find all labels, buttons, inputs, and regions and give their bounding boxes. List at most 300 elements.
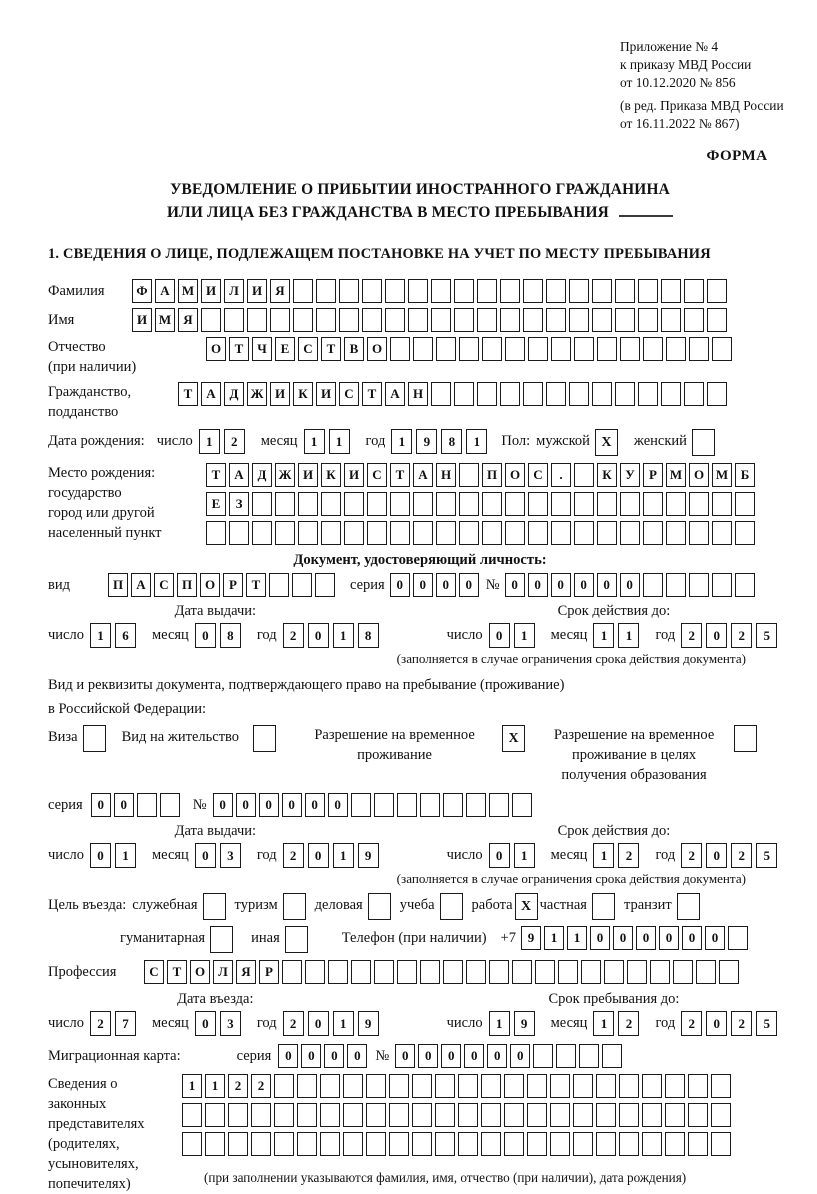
char-cell[interactable] [412, 1132, 432, 1156]
char-cell[interactable]: 0 [459, 573, 479, 597]
char-cell[interactable] [735, 573, 755, 597]
char-cell[interactable]: Л [224, 279, 244, 303]
purpose-study-checkbox[interactable] [440, 893, 463, 920]
char-cell[interactable] [343, 1132, 363, 1156]
char-cell[interactable] [597, 337, 617, 361]
char-cell[interactable] [436, 337, 456, 361]
char-cell[interactable] [505, 492, 525, 516]
char-cell[interactable]: С [367, 463, 387, 487]
char-cell[interactable] [550, 1103, 570, 1127]
date-digit-cell[interactable]: 2 [618, 1011, 639, 1036]
date-digit-cell[interactable]: 8 [220, 623, 241, 648]
char-cell[interactable] [408, 308, 428, 332]
date-digit-cell[interactable]: 1 [593, 1011, 614, 1036]
char-cell[interactable] [274, 1132, 294, 1156]
char-cell[interactable] [546, 308, 566, 332]
purpose-humanitarian-checkbox[interactable] [210, 926, 233, 953]
char-cell[interactable]: Е [206, 492, 226, 516]
char-cell[interactable] [477, 382, 497, 406]
char-cell[interactable]: Р [259, 960, 279, 984]
char-cell[interactable] [661, 279, 681, 303]
char-cell[interactable] [247, 308, 267, 332]
char-cell[interactable] [466, 960, 486, 984]
char-cell[interactable] [650, 960, 670, 984]
char-cell[interactable] [673, 960, 693, 984]
char-cell[interactable]: П [177, 573, 197, 597]
char-cell[interactable] [160, 793, 180, 817]
char-cell[interactable] [482, 492, 502, 516]
date-digit-cell[interactable]: 1 [333, 843, 354, 868]
date-digit-cell[interactable]: 0 [195, 843, 216, 868]
char-cell[interactable]: А [131, 573, 151, 597]
char-cell[interactable]: А [155, 279, 175, 303]
char-cell[interactable] [339, 279, 359, 303]
char-cell[interactable] [351, 960, 371, 984]
char-cell[interactable] [298, 492, 318, 516]
char-cell[interactable] [435, 1074, 455, 1098]
char-cell[interactable] [229, 521, 249, 545]
char-cell[interactable]: 0 [301, 1044, 321, 1068]
char-cell[interactable] [665, 1132, 685, 1156]
char-cell[interactable] [638, 308, 658, 332]
char-cell[interactable]: 0 [505, 573, 525, 597]
date-digit-cell[interactable]: 2 [681, 1011, 702, 1036]
char-cell[interactable] [205, 1132, 225, 1156]
char-cell[interactable] [528, 521, 548, 545]
char-cell[interactable] [270, 308, 290, 332]
char-cell[interactable] [596, 1103, 616, 1127]
migration-card-seria-input[interactable] [278, 1044, 370, 1068]
char-cell[interactable] [512, 960, 532, 984]
char-cell[interactable]: О [200, 573, 220, 597]
surname-input[interactable] [132, 279, 730, 303]
char-cell[interactable]: Т [229, 337, 249, 361]
date-digit-cell[interactable]: 0 [308, 623, 329, 648]
char-cell[interactable] [619, 1103, 639, 1127]
char-cell[interactable] [328, 960, 348, 984]
date-digit-cell[interactable]: 0 [308, 843, 329, 868]
char-cell[interactable] [454, 308, 474, 332]
date-digit-cell[interactable]: 5 [756, 1011, 777, 1036]
char-cell[interactable] [689, 492, 709, 516]
char-cell[interactable] [275, 492, 295, 516]
char-cell[interactable] [389, 1074, 409, 1098]
date-digit-cell[interactable]: 2 [731, 1011, 752, 1036]
date-digit-cell[interactable]: 3 [220, 843, 241, 868]
char-cell[interactable]: И [132, 308, 152, 332]
char-cell[interactable] [500, 382, 520, 406]
char-cell[interactable] [413, 521, 433, 545]
char-cell[interactable] [711, 1074, 731, 1098]
date-digit-cell[interactable]: 1 [199, 429, 220, 454]
char-cell[interactable] [638, 279, 658, 303]
char-cell[interactable] [527, 1074, 547, 1098]
given-name-input[interactable] [132, 308, 730, 332]
char-cell[interactable]: Т [362, 382, 382, 406]
char-cell[interactable] [481, 1074, 501, 1098]
char-cell[interactable]: Я [178, 308, 198, 332]
char-cell[interactable] [297, 1132, 317, 1156]
char-cell[interactable]: 0 [510, 1044, 530, 1068]
date-digit-cell[interactable]: 1 [90, 623, 111, 648]
char-cell[interactable] [251, 1103, 271, 1127]
residence-doc-number-input[interactable] [213, 793, 535, 817]
char-cell[interactable]: Т [206, 463, 226, 487]
char-cell[interactable] [620, 521, 640, 545]
char-cell[interactable] [666, 337, 686, 361]
char-cell[interactable] [523, 382, 543, 406]
char-cell[interactable] [390, 492, 410, 516]
date-digit-cell[interactable]: 9 [514, 1011, 535, 1036]
char-cell[interactable] [556, 1044, 576, 1068]
char-cell[interactable] [550, 1132, 570, 1156]
char-cell[interactable] [320, 1132, 340, 1156]
char-cell[interactable] [602, 1044, 622, 1068]
date-digit-cell[interactable]: 0 [195, 623, 216, 648]
date-digit-cell[interactable]: 7 [115, 1011, 136, 1036]
char-cell[interactable] [362, 279, 382, 303]
char-cell[interactable] [228, 1132, 248, 1156]
char-cell[interactable]: 1 [205, 1074, 225, 1098]
char-cell[interactable] [643, 492, 663, 516]
char-cell[interactable] [688, 1074, 708, 1098]
char-cell[interactable] [546, 382, 566, 406]
char-cell[interactable] [458, 1132, 478, 1156]
char-cell[interactable]: Е [275, 337, 295, 361]
char-cell[interactable] [274, 1074, 294, 1098]
date-digit-cell[interactable]: 9 [416, 429, 437, 454]
date-digit-cell[interactable]: 8 [358, 623, 379, 648]
char-cell[interactable] [596, 1074, 616, 1098]
residence-permit-checkbox[interactable] [253, 725, 276, 752]
char-cell[interactable] [592, 279, 612, 303]
char-cell[interactable]: Н [408, 382, 428, 406]
char-cell[interactable] [251, 1132, 271, 1156]
char-cell[interactable] [558, 960, 578, 984]
char-cell[interactable]: 0 [282, 793, 302, 817]
char-cell[interactable] [274, 1103, 294, 1127]
residence-doc-seria-input[interactable] [91, 793, 183, 817]
char-cell[interactable] [390, 337, 410, 361]
char-cell[interactable] [315, 573, 335, 597]
char-cell[interactable]: Я [270, 279, 290, 303]
char-cell[interactable] [735, 521, 755, 545]
char-cell[interactable] [707, 308, 727, 332]
char-cell[interactable]: 0 [487, 1044, 507, 1068]
identity-valid-date-input[interactable] [447, 623, 782, 648]
char-cell[interactable] [459, 521, 479, 545]
char-cell[interactable] [665, 1103, 685, 1127]
char-cell[interactable]: 0 [259, 793, 279, 817]
identity-doc-seria-input[interactable] [390, 573, 482, 597]
char-cell[interactable] [297, 1074, 317, 1098]
char-cell[interactable] [205, 1103, 225, 1127]
char-cell[interactable]: М [178, 279, 198, 303]
char-cell[interactable] [523, 308, 543, 332]
char-cell[interactable] [688, 1132, 708, 1156]
date-digit-cell[interactable]: 2 [681, 623, 702, 648]
char-cell[interactable] [481, 1103, 501, 1127]
char-cell[interactable] [252, 521, 272, 545]
char-cell[interactable] [292, 573, 312, 597]
date-digit-cell[interactable]: 1 [333, 1011, 354, 1036]
char-cell[interactable] [689, 337, 709, 361]
char-cell[interactable]: 0 [278, 1044, 298, 1068]
date-digit-cell[interactable]: 2 [731, 843, 752, 868]
char-cell[interactable]: К [597, 463, 617, 487]
char-cell[interactable] [619, 1074, 639, 1098]
char-cell[interactable] [344, 492, 364, 516]
char-cell[interactable] [385, 279, 405, 303]
char-cell[interactable] [535, 960, 555, 984]
char-cell[interactable] [343, 1103, 363, 1127]
char-cell[interactable]: Б [735, 463, 755, 487]
char-cell[interactable]: 0 [328, 793, 348, 817]
char-cell[interactable] [684, 382, 704, 406]
char-cell[interactable] [666, 521, 686, 545]
char-cell[interactable]: 0 [324, 1044, 344, 1068]
char-cell[interactable]: Ж [275, 463, 295, 487]
char-cell[interactable] [643, 337, 663, 361]
char-cell[interactable] [362, 308, 382, 332]
char-cell[interactable]: Н [436, 463, 456, 487]
char-cell[interactable] [569, 308, 589, 332]
char-cell[interactable]: Д [224, 382, 244, 406]
char-cell[interactable] [206, 521, 226, 545]
char-cell[interactable] [528, 492, 548, 516]
char-cell[interactable]: 0 [682, 926, 702, 950]
birth-place-line1-input[interactable] [206, 463, 758, 487]
char-cell[interactable] [500, 279, 520, 303]
char-cell[interactable]: М [666, 463, 686, 487]
char-cell[interactable] [320, 1103, 340, 1127]
char-cell[interactable] [454, 382, 474, 406]
char-cell[interactable]: А [229, 463, 249, 487]
legal-representatives-line3-input[interactable] [182, 1132, 734, 1156]
char-cell[interactable]: Т [246, 573, 266, 597]
char-cell[interactable] [413, 492, 433, 516]
char-cell[interactable] [389, 1103, 409, 1127]
char-cell[interactable] [597, 521, 617, 545]
char-cell[interactable]: 0 [441, 1044, 461, 1068]
char-cell[interactable]: Ч [252, 337, 272, 361]
date-digit-cell[interactable]: 9 [358, 843, 379, 868]
char-cell[interactable] [482, 521, 502, 545]
char-cell[interactable]: О [689, 463, 709, 487]
char-cell[interactable] [643, 521, 663, 545]
char-cell[interactable] [252, 492, 272, 516]
char-cell[interactable] [550, 1074, 570, 1098]
char-cell[interactable]: К [321, 463, 341, 487]
char-cell[interactable] [661, 382, 681, 406]
char-cell[interactable] [569, 382, 589, 406]
char-cell[interactable] [711, 1103, 731, 1127]
char-cell[interactable] [459, 337, 479, 361]
char-cell[interactable]: Р [643, 463, 663, 487]
legal-representatives-line1-input[interactable] [182, 1074, 734, 1098]
date-digit-cell[interactable]: 8 [441, 429, 462, 454]
char-cell[interactable]: 1 [544, 926, 564, 950]
char-cell[interactable] [689, 573, 709, 597]
char-cell[interactable]: 0 [659, 926, 679, 950]
char-cell[interactable] [620, 337, 640, 361]
char-cell[interactable] [579, 1044, 599, 1068]
char-cell[interactable] [728, 926, 748, 950]
char-cell[interactable] [504, 1132, 524, 1156]
temp-residence-checkbox[interactable]: X [502, 725, 525, 752]
char-cell[interactable]: 1 [182, 1074, 202, 1098]
char-cell[interactable]: 0 [464, 1044, 484, 1068]
char-cell[interactable]: К [293, 382, 313, 406]
char-cell[interactable]: Т [321, 337, 341, 361]
char-cell[interactable] [389, 1132, 409, 1156]
char-cell[interactable] [665, 1074, 685, 1098]
date-digit-cell[interactable]: 1 [593, 843, 614, 868]
char-cell[interactable] [458, 1103, 478, 1127]
char-cell[interactable]: З [229, 492, 249, 516]
date-digit-cell[interactable]: 2 [731, 623, 752, 648]
char-cell[interactable] [574, 463, 594, 487]
legal-representatives-line2-input[interactable] [182, 1103, 734, 1127]
date-digit-cell[interactable]: 0 [90, 843, 111, 868]
char-cell[interactable] [297, 1103, 317, 1127]
char-cell[interactable] [431, 382, 451, 406]
date-digit-cell[interactable]: 9 [358, 1011, 379, 1036]
char-cell[interactable] [477, 308, 497, 332]
sex-female-checkbox[interactable] [692, 429, 715, 456]
char-cell[interactable]: О [505, 463, 525, 487]
char-cell[interactable] [528, 337, 548, 361]
date-digit-cell[interactable]: 2 [283, 843, 304, 868]
char-cell[interactable]: 1 [567, 926, 587, 950]
date-digit-cell[interactable]: 5 [756, 623, 777, 648]
char-cell[interactable] [397, 793, 417, 817]
char-cell[interactable] [643, 573, 663, 597]
char-cell[interactable] [573, 1074, 593, 1098]
char-cell[interactable]: 0 [590, 926, 610, 950]
char-cell[interactable] [684, 279, 704, 303]
date-digit-cell[interactable]: 2 [618, 843, 639, 868]
char-cell[interactable]: И [298, 463, 318, 487]
char-cell[interactable] [420, 793, 440, 817]
residence-valid-date-input[interactable] [447, 843, 782, 868]
char-cell[interactable]: 9 [521, 926, 541, 950]
char-cell[interactable] [551, 492, 571, 516]
char-cell[interactable] [666, 492, 686, 516]
char-cell[interactable]: 0 [305, 793, 325, 817]
purpose-business-checkbox[interactable] [368, 893, 391, 920]
char-cell[interactable] [431, 279, 451, 303]
char-cell[interactable] [615, 308, 635, 332]
identity-doc-kind-input[interactable] [108, 573, 338, 597]
char-cell[interactable]: С [298, 337, 318, 361]
stay-until-input[interactable] [447, 1011, 782, 1036]
char-cell[interactable] [435, 1103, 455, 1127]
date-digit-cell[interactable]: 3 [220, 1011, 241, 1036]
char-cell[interactable]: 0 [436, 573, 456, 597]
char-cell[interactable] [573, 1103, 593, 1127]
char-cell[interactable]: 2 [251, 1074, 271, 1098]
char-cell[interactable] [661, 308, 681, 332]
birth-date-input[interactable] [157, 429, 492, 454]
char-cell[interactable]: 2 [228, 1074, 248, 1098]
char-cell[interactable]: А [385, 382, 405, 406]
purpose-work-checkbox[interactable]: X [515, 893, 538, 920]
char-cell[interactable] [712, 573, 732, 597]
date-digit-cell[interactable]: 1 [489, 1011, 510, 1036]
char-cell[interactable]: 0 [390, 573, 410, 597]
date-digit-cell[interactable]: 2 [224, 429, 245, 454]
char-cell[interactable]: С [154, 573, 174, 597]
date-digit-cell[interactable]: 1 [514, 843, 535, 868]
purpose-private-checkbox[interactable] [592, 893, 615, 920]
char-cell[interactable]: Т [167, 960, 187, 984]
char-cell[interactable] [269, 573, 289, 597]
temp-residence-education-checkbox[interactable] [734, 725, 757, 752]
char-cell[interactable] [436, 492, 456, 516]
residence-issue-date-input[interactable] [48, 843, 383, 868]
char-cell[interactable]: У [620, 463, 640, 487]
char-cell[interactable] [735, 492, 755, 516]
date-digit-cell[interactable]: 0 [706, 1011, 727, 1036]
date-digit-cell[interactable]: 1 [391, 429, 412, 454]
char-cell[interactable] [504, 1074, 524, 1098]
char-cell[interactable] [366, 1103, 386, 1127]
char-cell[interactable] [298, 521, 318, 545]
date-digit-cell[interactable]: 0 [308, 1011, 329, 1036]
char-cell[interactable] [604, 960, 624, 984]
char-cell[interactable] [224, 308, 244, 332]
char-cell[interactable]: Я [236, 960, 256, 984]
char-cell[interactable] [500, 308, 520, 332]
sex-male-checkbox[interactable]: X [595, 429, 618, 456]
char-cell[interactable]: 0 [613, 926, 633, 950]
char-cell[interactable]: 0 [551, 573, 571, 597]
char-cell[interactable] [569, 279, 589, 303]
char-cell[interactable] [689, 521, 709, 545]
date-digit-cell[interactable]: 1 [514, 623, 535, 648]
char-cell[interactable] [367, 492, 387, 516]
date-digit-cell[interactable]: 2 [90, 1011, 111, 1036]
char-cell[interactable] [684, 308, 704, 332]
char-cell[interactable] [275, 521, 295, 545]
char-cell[interactable] [627, 960, 647, 984]
char-cell[interactable] [546, 279, 566, 303]
char-cell[interactable]: 0 [418, 1044, 438, 1068]
char-cell[interactable]: М [155, 308, 175, 332]
char-cell[interactable]: 0 [574, 573, 594, 597]
date-digit-cell[interactable]: 2 [283, 623, 304, 648]
char-cell[interactable] [642, 1103, 662, 1127]
char-cell[interactable] [344, 521, 364, 545]
char-cell[interactable] [574, 492, 594, 516]
identity-doc-number-input[interactable] [505, 573, 758, 597]
char-cell[interactable] [321, 492, 341, 516]
char-cell[interactable] [533, 1044, 553, 1068]
char-cell[interactable]: А [413, 463, 433, 487]
entry-date-input[interactable] [48, 1011, 383, 1036]
char-cell[interactable] [454, 279, 474, 303]
char-cell[interactable] [431, 308, 451, 332]
char-cell[interactable] [390, 521, 410, 545]
char-cell[interactable] [320, 1074, 340, 1098]
char-cell[interactable]: П [108, 573, 128, 597]
char-cell[interactable]: С [144, 960, 164, 984]
char-cell[interactable]: 0 [636, 926, 656, 950]
char-cell[interactable] [482, 337, 502, 361]
char-cell[interactable] [707, 382, 727, 406]
char-cell[interactable] [420, 960, 440, 984]
